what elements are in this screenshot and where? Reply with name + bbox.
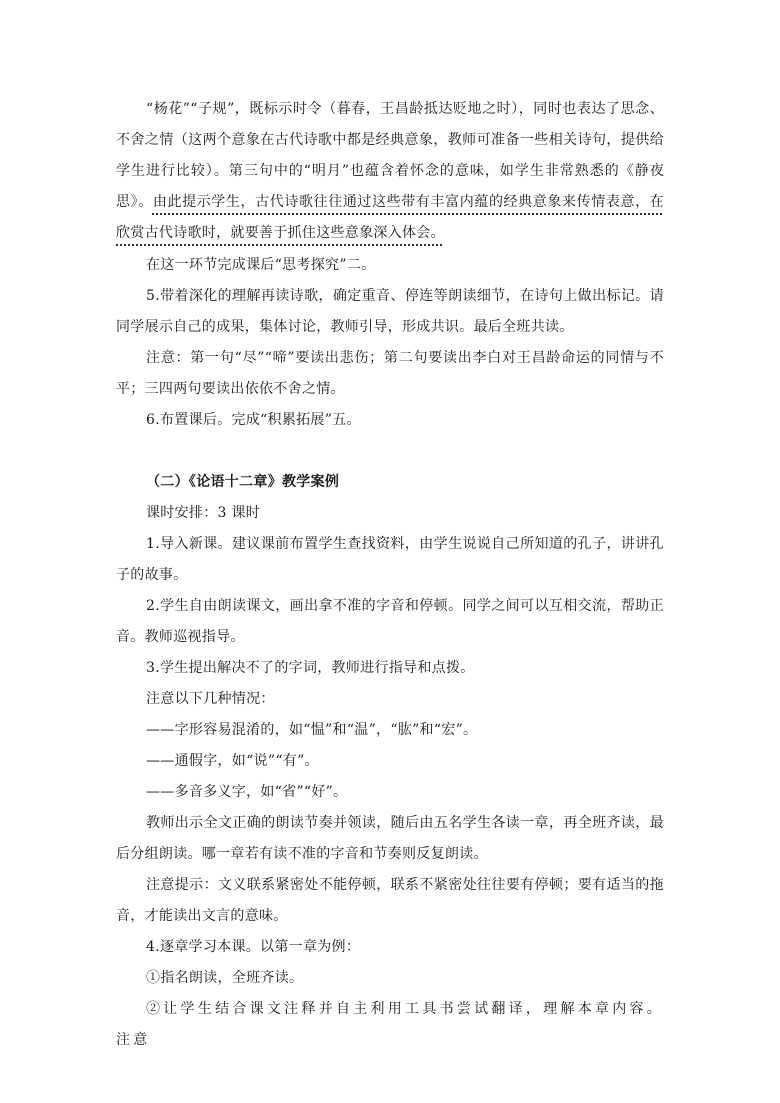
paragraph-step-3: 3.学生提出解决不了的字词，教师进行指导和点拨。 bbox=[146, 660, 475, 676]
list-item: ——通假字，如“说”“有”。 bbox=[146, 753, 319, 769]
paragraph-reading-tips: 注意提示：文义联系紧密处不能停顿，联系不紧密处往往要有停顿；要有适当的拖音，才能读出文言的意味。 bbox=[116, 877, 664, 924]
paragraph-notes-intro: 注意以下几种情况： bbox=[146, 691, 275, 707]
paragraph-class-hours: 课时安排：3 课时 bbox=[146, 505, 261, 521]
list-item: ——字形容易混淆的，如“愠”和“温”，“肱”和“宏”。 bbox=[146, 722, 478, 738]
paragraph-step-2: 2.学生自由朗读课文，画出拿不准的字音和停顿。同学之间可以互相交流，帮助正音。教师巡视指导。 bbox=[116, 598, 664, 645]
list-item: ——多音多义字，如“省”“好”。 bbox=[146, 784, 348, 800]
section-heading: （二）《论语十二章》教学案例 bbox=[146, 474, 340, 490]
paragraph-reading-note: 注意：第一句“尽”“啼”要读出悲伤；第二句要读出李白对王昌龄命运的同情与不平；三四两句要读出依依不舍之情。 bbox=[116, 350, 664, 397]
paragraph-text: “杨花”“子规”，既标示时令（暮春，王昌龄抵达贬地之时），同时也表达了思念、不舍之情（这两个意象在古代诗歌中都是经典意象，教师可准备一些相关诗句，提供给学生进行比较）。第三句中的“明月”也蕴含着怀念的意味，如学生非常熟悉的《静夜思》。 bbox=[116, 101, 664, 210]
emphasized-dotted-text: 由此提示学生，古代诗歌往往通过这些带有丰富内蕴的经典意象来传情表意，在欣赏古代诗歌时，就要善于抓住这些意象深入体会。 bbox=[116, 194, 664, 241]
list-item: ②让学生结合课文注释并自主利用工具书尝试翻译，理解本章内容。注意 bbox=[116, 1001, 664, 1048]
paragraph-imagery-analysis bbox=[116, 94, 664, 249]
list-item: ①指名朗读，全班齐读。 bbox=[146, 970, 304, 986]
paragraph-step-4: 4.逐章学习本课。以第一章为例： bbox=[146, 939, 361, 955]
paragraph-teacher-reading: 教师出示全文正确的朗读节奏并领读，随后由五名学生各读一章，再全班齐读，最后分组朗读。哪一章若有读不准的字音和节奏则反复朗读。 bbox=[116, 815, 664, 862]
paragraph-step-5: 5.带着深化的理解再读诗歌，确定重音、停连等朗读细节，在诗句上做出标记。请同学展示自己的成果，集体讨论，教师引导，形成共识。最后全班共读。 bbox=[116, 288, 664, 335]
paragraph-thinking-exercise: 在这一环节完成课后“思考探究”二。 bbox=[146, 257, 376, 273]
paragraph-step-6: 6.布置课后。完成“积累拓展”五。 bbox=[146, 412, 361, 428]
paragraph-step-1: 1.导入新课。建议课前布置学生查找资料，由学生说说自己所知道的孔子，讲讲孔子的故事。 bbox=[116, 536, 664, 583]
